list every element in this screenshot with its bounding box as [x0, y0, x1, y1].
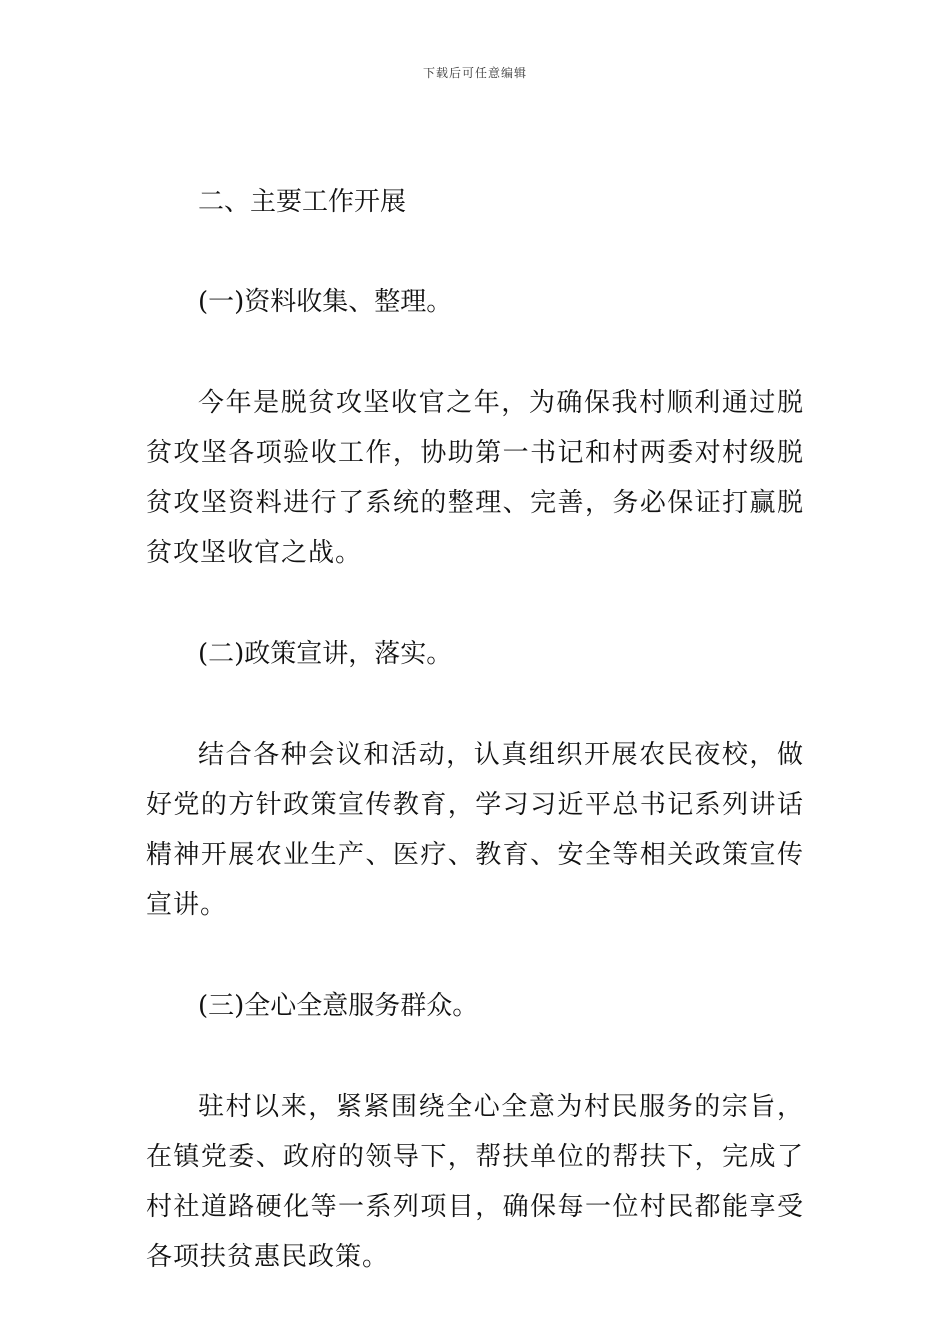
paragraph-2: 结合各种会议和活动，认真组织开展农民夜校，做好党的方针政策宣传教育，学习习近平总书记系列讲话精神开展农业生产、医疗、教育、安全等相关政策宣传宣讲。 [146, 740, 804, 920]
section-heading-main: 二、主要工作开展 [198, 187, 407, 217]
spacer [146, 326, 804, 378]
spacer [146, 1030, 804, 1082]
subsection-heading-1: (一)资料收集、整理。 [198, 287, 453, 317]
subsection-heading-2: (二)政策宣讲，落实。 [198, 639, 453, 669]
document-body [146, 178, 804, 1282]
subsection-heading-3: (三)全心全意服务群众。 [198, 991, 479, 1021]
paragraph-1: 今年是脱贫攻坚收官之年，为确保我村顺利通过脱贫攻坚各项验收工作，协助第一书记和村两委对村级脱贫攻坚资料进行了系统的整理、完善，务必保证打赢脱贫攻坚收官之战。 [146, 388, 804, 568]
spacer [146, 226, 804, 278]
spacer [146, 578, 804, 630]
page-header: 下载后可任意编辑 [422, 66, 527, 80]
paragraph-3: 驻村以来，紧紧围绕全心全意为村民服务的宗旨，在镇党委、政府的领导下，帮扶单位的帮扶下，完成了村社道路硬化等一系列项目，确保每一位村民都能享受各项扶贫惠民政策。 [146, 1092, 804, 1272]
spacer [146, 930, 804, 982]
spacer [146, 678, 804, 730]
